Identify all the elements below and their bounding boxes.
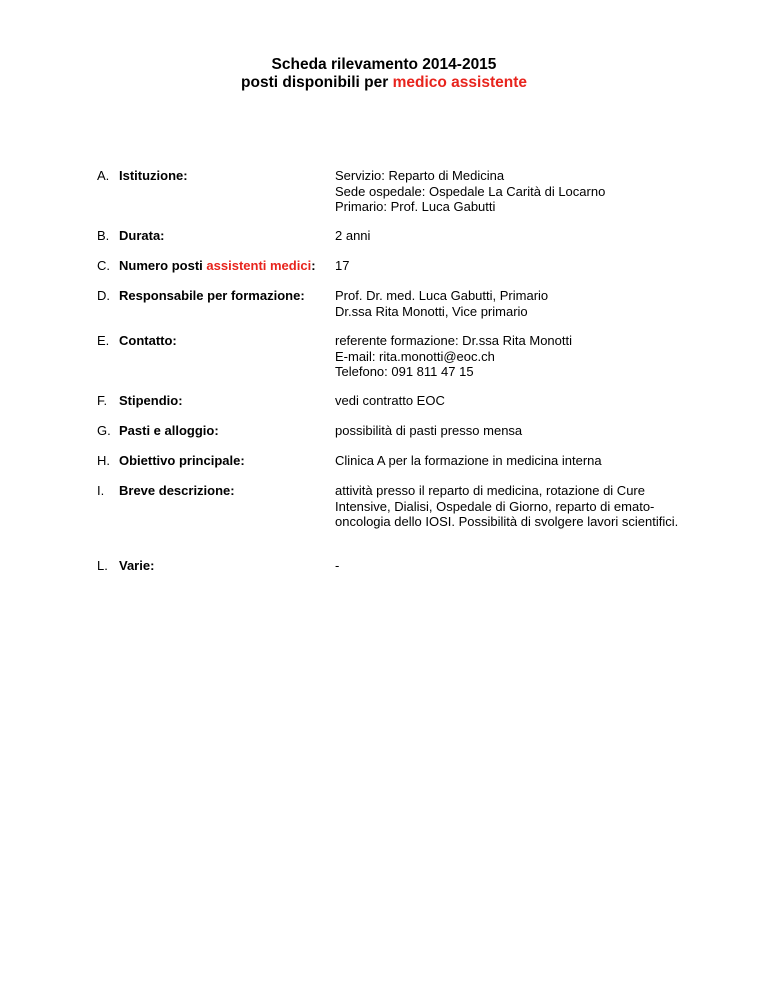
section-label: Istituzione:	[119, 168, 188, 183]
title-line-2	[0, 74, 768, 92]
section-letter: B.	[97, 228, 110, 243]
section-value	[335, 483, 700, 530]
section-value	[335, 453, 695, 469]
section-letter: C.	[97, 258, 110, 273]
section-label: Obiettivo principale:	[119, 453, 245, 468]
section-label: Pasti e alloggio:	[119, 423, 219, 438]
title-highlight: medico assistente	[392, 74, 527, 91]
section-label: Durata:	[119, 228, 165, 243]
section-label: Contatto:	[119, 333, 177, 348]
title-line-1: Scheda rilevamento 2014-2015	[271, 56, 497, 73]
value-line: E-mail: rita.monotti@eoc.ch	[335, 348, 495, 364]
section-letter: E.	[97, 333, 110, 348]
section-letter: H.	[97, 453, 110, 468]
section-label: Stipendio:	[119, 393, 183, 408]
section-value	[335, 558, 695, 574]
value-line: 17	[335, 258, 350, 273]
section-label	[119, 258, 316, 274]
value-line: Telefono: 091 811 47 15	[335, 364, 474, 379]
section-letter: I.	[97, 483, 105, 498]
section-label: Breve descrizione:	[119, 483, 235, 498]
section-letter: D.	[97, 288, 110, 303]
section-value	[335, 258, 695, 274]
value-line: Clinica A per la formazione in medicina interna	[335, 453, 602, 468]
value-line: possibilità di pasti presso mensa	[335, 423, 523, 438]
value-paragraph: attività presso il reparto di medicina, rotazione di Cure Intensive, Dialisi, Ospedale di Giorno, reparto di emato-oncologia dello IOSI. Possibilità di svolgere lavori scientifici.	[335, 483, 679, 529]
label-suffix: :	[311, 258, 316, 273]
section-value	[335, 393, 695, 409]
section-value	[335, 333, 695, 380]
label-prefix: Numero posti	[119, 258, 207, 273]
title-line-2-prefix: posti disponibili per	[241, 74, 393, 91]
label-highlight: assistenti medici	[206, 258, 312, 273]
value-line: vedi contratto EOC	[335, 393, 445, 408]
section-value	[335, 228, 695, 244]
value-line: Primario: Prof. Luca Gabutti	[335, 199, 496, 214]
value-line: 2 anni	[335, 228, 371, 243]
value-line: Servizio: Reparto di Medicina	[335, 168, 505, 183]
section-letter: L.	[97, 558, 108, 573]
value-line: Dr.ssa Rita Monotti, Vice primario	[335, 303, 528, 319]
section-value	[335, 168, 695, 215]
value-line: Prof. Dr. med. Luca Gabutti, Primario	[335, 288, 549, 303]
section-label: Responsabile per formazione:	[119, 288, 305, 303]
value-line: Sede ospedale: Ospedale La Carità di Locarno	[335, 183, 606, 199]
value-line: -	[335, 558, 340, 573]
section-letter: A.	[97, 168, 110, 183]
section-label: Varie:	[119, 558, 155, 573]
section-value	[335, 423, 695, 439]
value-line: referente formazione: Dr.ssa Rita Monotti	[335, 333, 572, 348]
section-value	[335, 288, 695, 319]
section-letter: G.	[97, 423, 111, 438]
document-title	[0, 56, 768, 92]
section-letter: F.	[97, 393, 108, 408]
